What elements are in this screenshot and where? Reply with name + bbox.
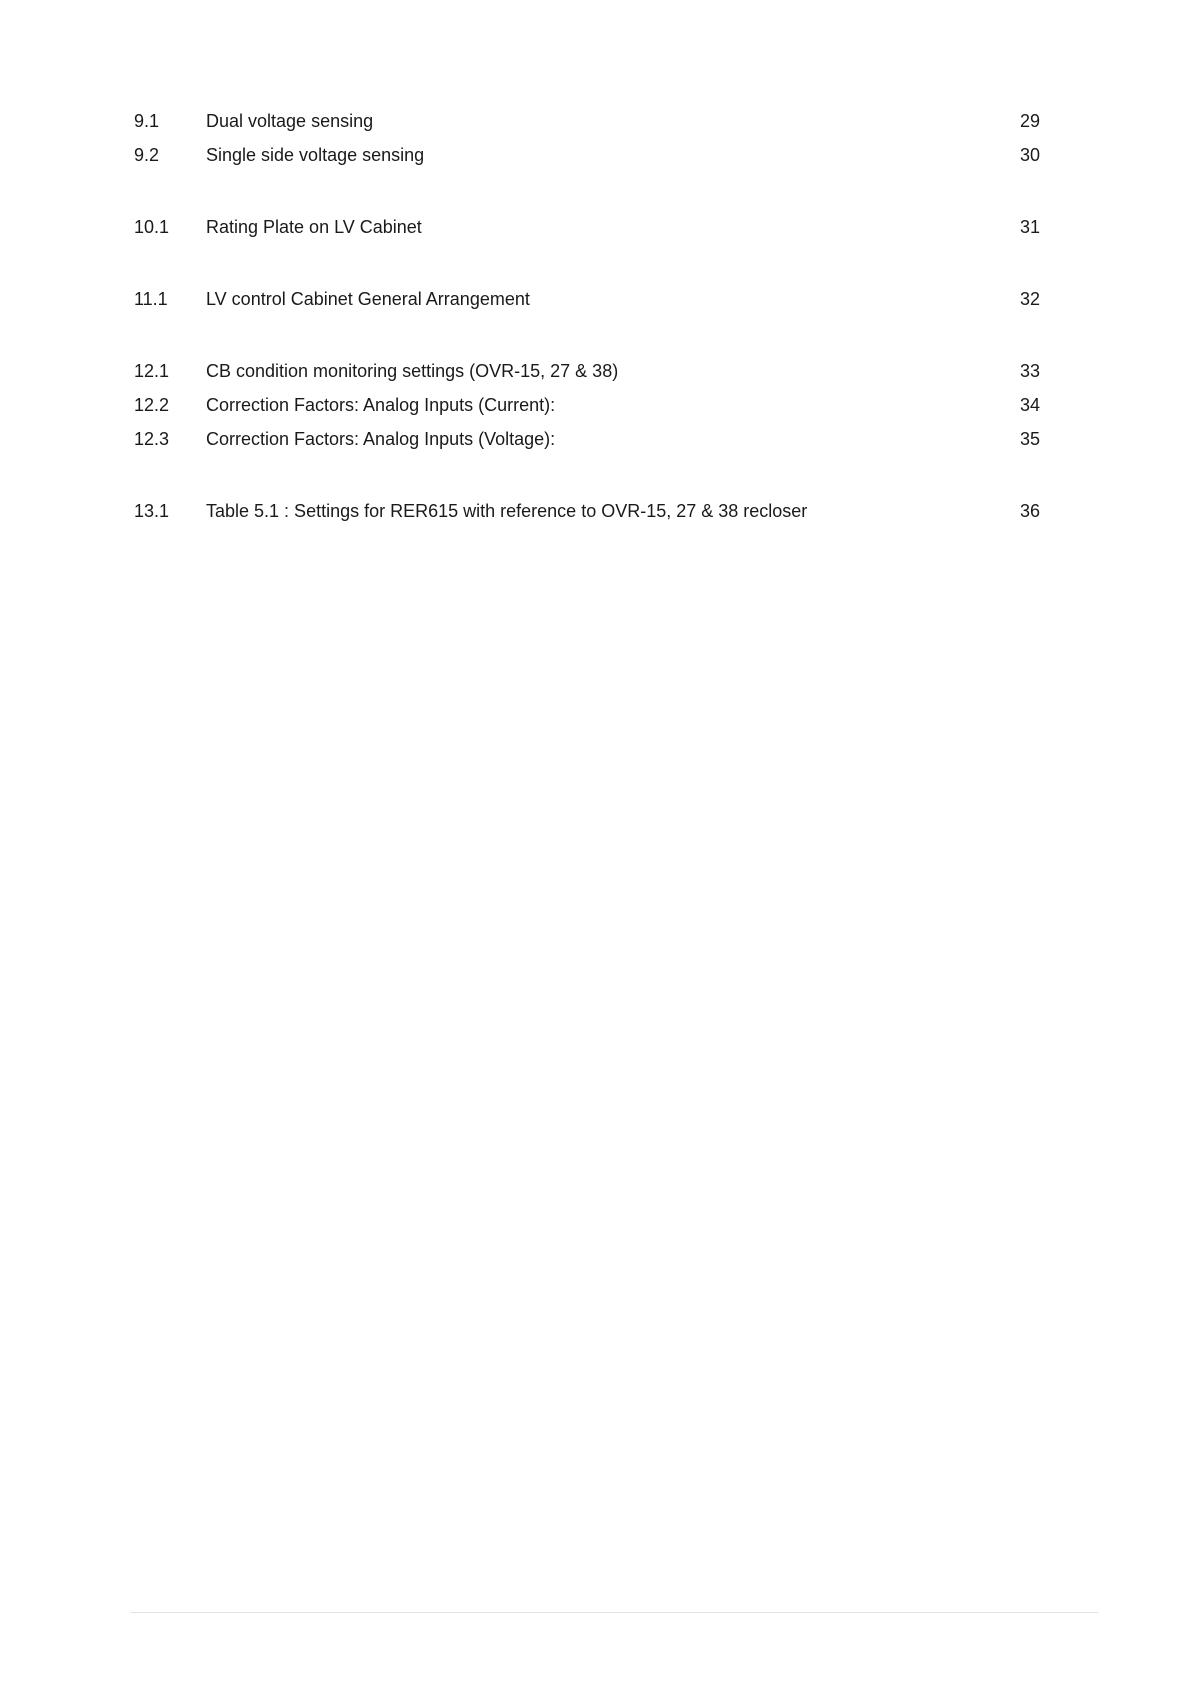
toc-entry[interactable] bbox=[134, 104, 1040, 138]
toc-entry-page: 36 bbox=[1019, 501, 1040, 521]
toc-entry-page: 30 bbox=[1019, 145, 1040, 165]
toc-dot-leader bbox=[557, 399, 1016, 419]
toc-entry-number: 9.1 bbox=[134, 111, 160, 131]
toc-entry[interactable] bbox=[134, 210, 1040, 244]
toc-dot-leader bbox=[620, 365, 1016, 385]
toc-entry-page: 35 bbox=[1019, 429, 1040, 449]
toc-dot-leader bbox=[375, 115, 1016, 135]
toc-entry-title: CB condition monitoring settings (OVR-15, 27 & 38) bbox=[206, 361, 619, 381]
toc-entry[interactable] bbox=[134, 138, 1040, 172]
toc-entry-page: 29 bbox=[1019, 111, 1040, 131]
toc-entry-number: 12.2 bbox=[134, 395, 170, 415]
toc-entry[interactable] bbox=[134, 388, 1040, 422]
toc-entry[interactable] bbox=[134, 354, 1040, 388]
toc-entry-title: Rating Plate on LV Cabinet bbox=[206, 217, 422, 237]
toc-entry-title: LV control Cabinet General Arrangement bbox=[206, 289, 530, 309]
toc-entry-title: Single side voltage sensing bbox=[206, 145, 425, 165]
toc-dot-leader bbox=[809, 505, 1016, 525]
toc-entry-title: Correction Factors: Analog Inputs (Voltage): bbox=[206, 429, 556, 449]
table-of-contents bbox=[134, 104, 1040, 528]
toc-dot-leader bbox=[424, 221, 1016, 241]
toc-entry-title: Dual voltage sensing bbox=[206, 111, 374, 131]
toc-entry[interactable] bbox=[134, 282, 1040, 316]
toc-entry-page: 34 bbox=[1019, 395, 1040, 415]
toc-dot-leader bbox=[557, 433, 1016, 453]
footer-divider bbox=[130, 1612, 1098, 1613]
toc-entry-number: 12.1 bbox=[134, 361, 170, 381]
toc-entry-number: 12.3 bbox=[134, 429, 170, 449]
toc-entry-page: 31 bbox=[1019, 217, 1040, 237]
toc-entry-number: 10.1 bbox=[134, 217, 170, 237]
toc-entry-number: 9.2 bbox=[134, 145, 160, 165]
toc-entry-page: 33 bbox=[1019, 361, 1040, 381]
toc-entry[interactable] bbox=[134, 494, 1040, 528]
toc-entry-page: 32 bbox=[1019, 289, 1040, 309]
toc-dot-leader bbox=[532, 293, 1016, 313]
toc-entry-number: 11.1 bbox=[134, 289, 168, 309]
toc-entry-number: 13.1 bbox=[134, 501, 170, 521]
toc-entry-title: Correction Factors: Analog Inputs (Current): bbox=[206, 395, 556, 415]
toc-dot-leader bbox=[426, 149, 1016, 169]
toc-entry[interactable] bbox=[134, 422, 1040, 456]
toc-entry-title: Table 5.1 : Settings for RER615 with reference to OVR-15, 27 & 38 recloser bbox=[206, 501, 808, 521]
